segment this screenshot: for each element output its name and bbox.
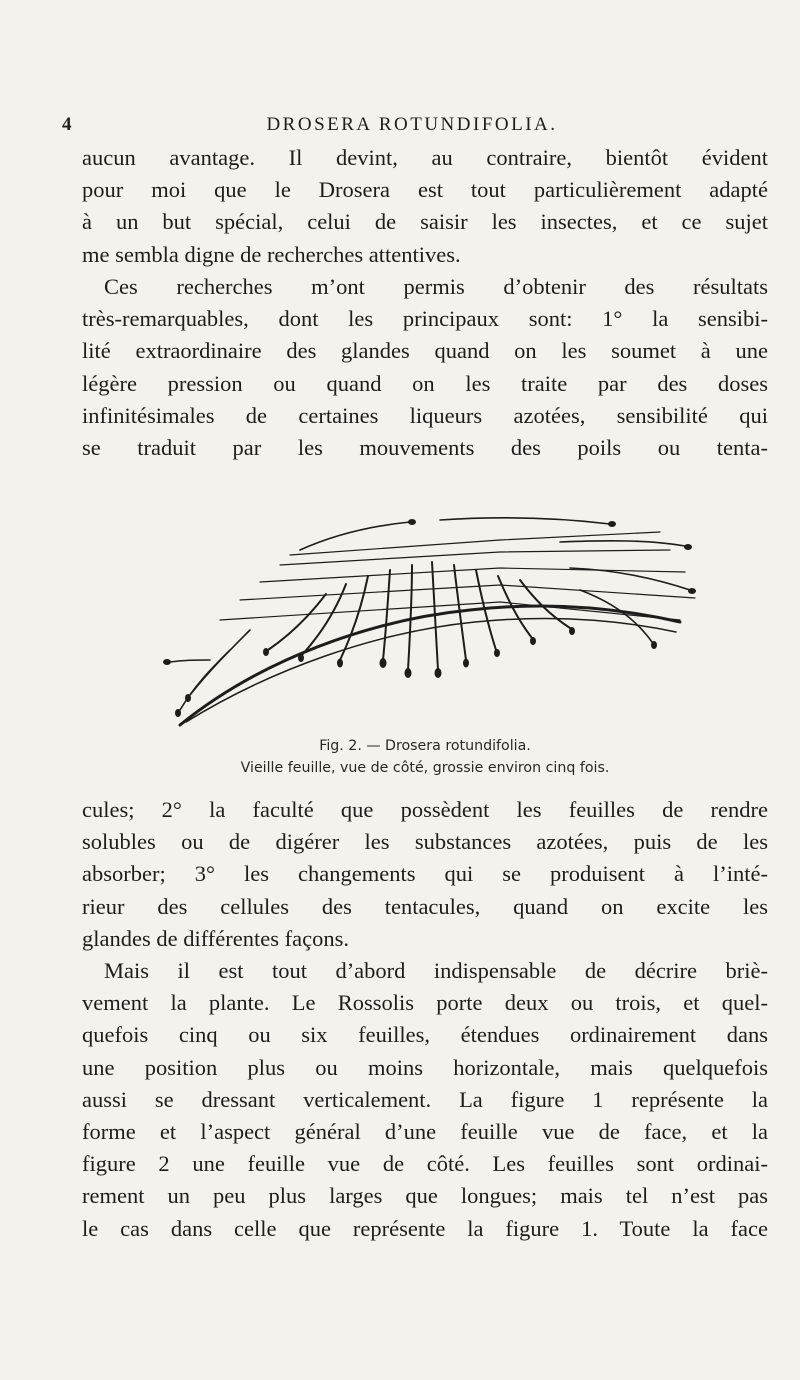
text-line: aussi se dressant verticalement. La figure 1 représente la: [82, 1086, 768, 1112]
text-line: quefois cinq ou six feuilles, étendues ordinairement dans: [82, 1022, 768, 1048]
text-line: à un but spécial, celui de saisir les insectes, et ce sujet: [82, 209, 768, 235]
text-line: pour moi que le Drosera est tout particulièrement adapté: [82, 177, 768, 203]
running-head: DROSERA ROTUNDIFOLIA.: [266, 114, 558, 135]
paragraph-2: [82, 271, 768, 464]
drosera-leaf-illustration: [140, 510, 700, 740]
text-line: figure 2 une feuille vue de côté. Les feuilles sont ordinai-: [82, 1151, 768, 1177]
text-line: Ces recherches m’ont permis d’obtenir des résultats: [104, 274, 768, 299]
text-line: rement un peu plus larges que longues; mais tel n’est pas: [82, 1183, 768, 1209]
text-line: très-remarquables, dont les principaux sont: 1° la sensibi-: [82, 306, 768, 332]
text-line: infinitésimales de certaines liqueurs azotées, sensibilité qui: [82, 402, 768, 428]
text-line: aucun avantage. Il devint, au contraire, bientôt évident: [82, 145, 768, 170]
text-line: lité extraordinaire des glandes quand on les soumet à une: [82, 338, 768, 364]
text-line: le cas dans celle que représente la figure 1. Toute la face: [82, 1215, 768, 1241]
text-line: vement la plante. Le Rossolis porte deux ou trois, et quel-: [82, 990, 768, 1016]
text-line: me sembla digne de recherches attentives.: [82, 241, 461, 267]
text-line: se traduit par les mouvements des poils ou tenta-: [82, 435, 768, 461]
text-line: absorber; 3° les changements qui se produisent à l’inté-: [82, 861, 768, 887]
text-line: Mais il est tout d’abord indispensable de décrire briè-: [104, 958, 768, 983]
text-line: forme et l’aspect général d’une feuille vue de face, et la: [82, 1119, 768, 1145]
figure-caption-text: Vieille feuille, vue de côté, grossie environ cinq fois.: [240, 760, 610, 776]
text-line: une position plus ou moins horizontale, mais quelquefois: [82, 1054, 768, 1080]
text-line: cules; 2° la faculté que possèdent les feuilles de rendre: [82, 797, 768, 822]
paragraph-1: [82, 142, 768, 271]
paragraph-4: [82, 955, 768, 1245]
figure-caption-title: Fig. 2. — Drosera rotundifolia.: [319, 738, 531, 754]
leaf-blade-outline: [180, 606, 680, 725]
tentacle-hatching: [220, 532, 695, 620]
text-line: glandes de différentes façons.: [82, 925, 349, 951]
page-number: 4: [62, 114, 72, 135]
paragraph-3: [82, 794, 768, 955]
text-line: légère pression ou quand on les traite par des doses: [82, 370, 768, 396]
text-line: rieur des cellules des tentacules, quand on excite les: [82, 893, 768, 919]
page-header: [62, 114, 762, 142]
text-line: solubles ou de digérer les substances azotées, puis de les: [82, 829, 768, 855]
